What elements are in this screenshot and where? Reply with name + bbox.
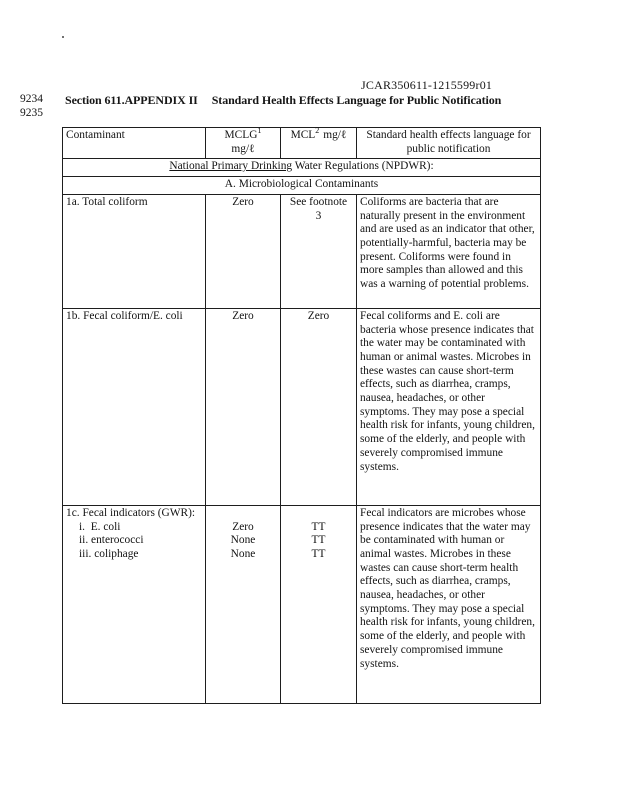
- mclg-cell: [206, 505, 281, 703]
- mclg-value: None: [230, 534, 256, 547]
- mcl-cell: [281, 308, 357, 505]
- mclg-value: Zero: [232, 309, 254, 322]
- mclg-cell: [206, 308, 281, 505]
- table-row-fecal-coliform: [63, 308, 541, 505]
- contaminant-name: 1a. Total coliform: [66, 195, 148, 208]
- mcl-value-line2: 3: [315, 209, 322, 222]
- contaminant-name: 1b. Fecal coliform/E. coli: [66, 309, 183, 322]
- effects-cell: [357, 505, 541, 703]
- header-cell-mclg: [206, 128, 281, 159]
- mcl-value: Zero: [307, 309, 330, 322]
- effects-cell: [357, 308, 541, 505]
- contaminant-group-label: 1c. Fecal indicators (GWR):: [66, 506, 196, 519]
- mclg-value: None: [230, 547, 256, 560]
- header-mcl-label: MCL: [290, 129, 316, 141]
- mclg-value: Zero: [232, 520, 254, 533]
- header-cell-contaminant: [63, 128, 206, 159]
- header-mclg-unit: mg/ℓ: [231, 142, 255, 155]
- spacer-line: [209, 507, 277, 521]
- mcl-value: TT: [311, 520, 326, 533]
- health-effects-table: [62, 127, 541, 704]
- spacer-line: [284, 507, 353, 521]
- effects-text: Fecal indicators are microbes whose presence indicates that the water may be contaminated with human or animal wastes. Microbes in these wastes can cause short-term health effects, such as diarrhea, cramps, nausea, headaches, or other symptoms. They may pose a special health risk for infants, young children, some of the elderly, and people with severely compromised immune systems.: [360, 506, 535, 670]
- npdwr-group-cell: [63, 159, 541, 177]
- section-title: Standard Health Effects Language for Public Notification: [211, 93, 502, 107]
- contaminant-sub-item: ii. enterococci: [79, 534, 144, 547]
- mcl-cell: [281, 505, 357, 703]
- margin-line-number: 9234: [20, 93, 43, 105]
- mcl-footnote-marker: 2: [315, 126, 320, 136]
- contaminant-cell: [63, 308, 206, 505]
- header-cell-mcl: [281, 128, 357, 159]
- effects-cell: [357, 194, 541, 308]
- mcl-value: TT: [311, 547, 326, 560]
- section-heading: [65, 93, 501, 108]
- effects-text: Fecal coliforms and E. coli are bacteria whose presence indicates that the water may be contaminated with human or animal wastes. Microbes in these wastes can cause short-term effects, such as diarrhea, cramps, nausea, headaches, or other symptoms. They may pose a special health risk for infants, young children, some of the elderly, and people with severely compromised immune systems.: [360, 309, 535, 473]
- contaminant-sub-item: iii. coliphage: [79, 547, 139, 560]
- mclg-footnote-marker: 1: [257, 126, 262, 136]
- header-mclg-label: MCLG: [224, 129, 258, 141]
- table-header-row: [63, 128, 541, 159]
- npdwr-group-row: [63, 159, 541, 177]
- section-number: Section 611.APPENDIX II: [65, 93, 198, 107]
- mcl-value: TT: [311, 534, 326, 547]
- npdwr-label-rest: Water Regulations (NPDWR):: [292, 160, 434, 173]
- category-row: [63, 177, 541, 195]
- category-cell: [63, 177, 541, 195]
- mcl-cell: [281, 194, 357, 308]
- table-row-fecal-indicators: [63, 505, 541, 703]
- margin-line-number: 9235: [20, 106, 43, 119]
- mclg-value: Zero: [232, 195, 254, 208]
- header-effects-label: Standard health effects language for public notification: [366, 129, 531, 155]
- scan-artifact-dot: [62, 36, 64, 38]
- category-label: A. Microbiological Contaminants: [224, 178, 379, 191]
- table-row-total-coliform: [63, 194, 541, 308]
- contaminant-sub-item: i. E. coli: [79, 520, 121, 533]
- margin-line-numbers: [20, 93, 43, 120]
- header-mcl-unit: mg/ℓ: [323, 129, 347, 141]
- document-id: JCAR350611-1215599r01: [361, 78, 493, 92]
- mclg-cell: [206, 194, 281, 308]
- header-contaminant-label: Contaminant: [66, 129, 125, 141]
- effects-text: Coliforms are bacteria that are naturally present in the environment and are used as an indicator that other, potentially-harmful, bacteria may be present. Coliforms were found in more samples than allowed and this was a warning of potential problems.: [360, 195, 535, 291]
- contaminant-cell: [63, 505, 206, 703]
- contaminant-cell: [63, 194, 206, 308]
- header-cell-effects: [357, 128, 541, 159]
- mcl-value-line1: See footnote: [289, 195, 348, 208]
- npdwr-label-underlined: National Primary Drinking: [169, 160, 293, 173]
